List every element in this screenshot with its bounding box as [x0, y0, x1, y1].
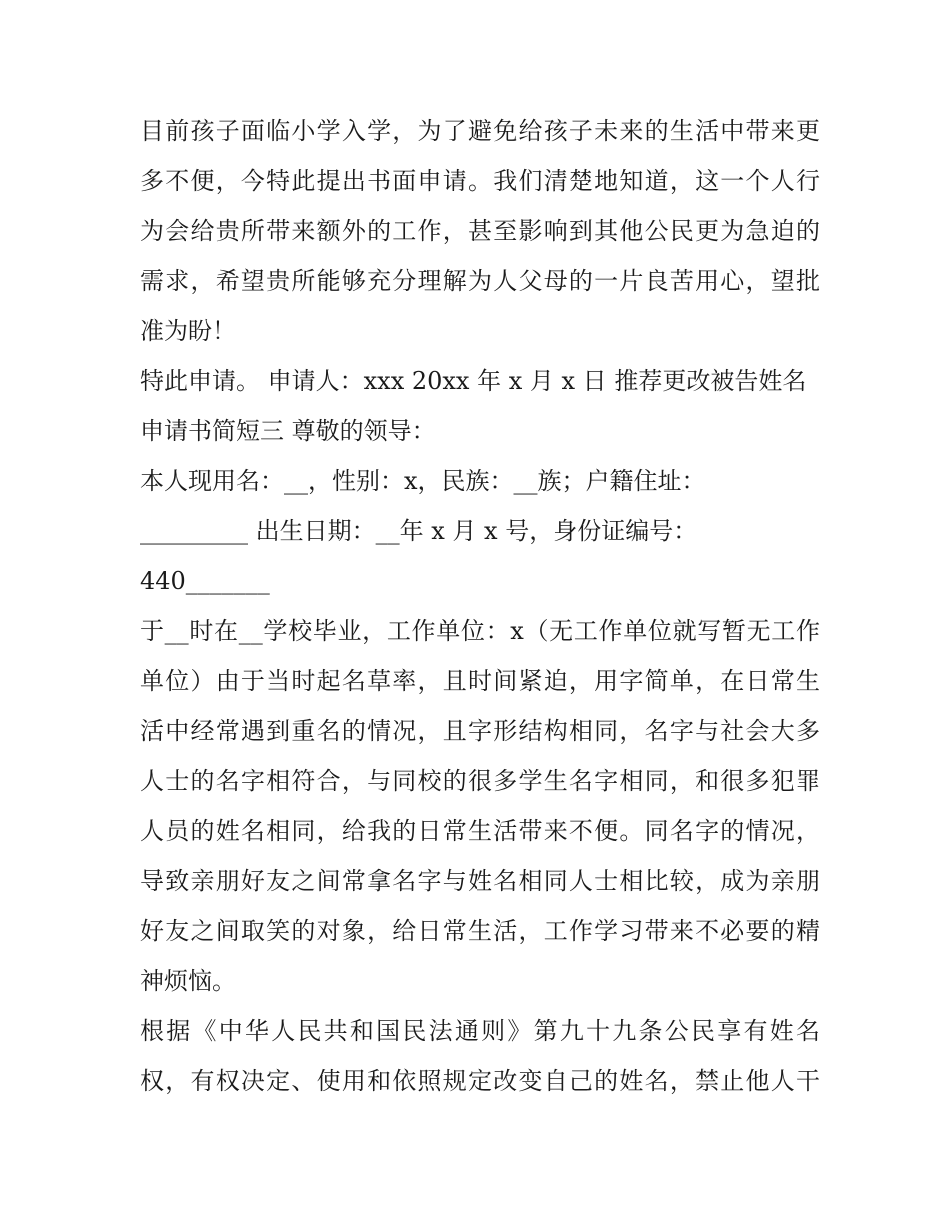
text-line: 本人现用名：__，性别：x，民族：__族；户籍住址：	[140, 467, 706, 495]
paragraph-personal-info	[140, 456, 820, 606]
paragraph-name-change-reason	[140, 606, 820, 1006]
text-line: 申请书简短三 尊敬的领导：	[140, 417, 436, 445]
text-line: 导致亲朋好友之间常拿名字与姓名相同人士相比较，成为亲朋	[140, 867, 820, 895]
text-line: 准为盼！	[140, 317, 236, 345]
text-line: 神烦恼。	[140, 967, 236, 995]
text-line: 为会给贵所带来额外的工作，甚至影响到其他公民更为急迫的	[140, 217, 820, 245]
text-line: 单位）由于当时起名草率，且时间紧迫，用字简单，在日常生	[140, 667, 820, 695]
text-line: 人士的名字相符合，与同校的很多学生名字相同，和很多犯罪	[140, 767, 820, 795]
paragraph-signature-and-heading	[140, 356, 820, 456]
text-line: 多不便，今特此提出书面申请。我们清楚地知道，这一个人行	[140, 167, 820, 195]
document-body	[140, 106, 820, 1106]
text-line: 需求，希望贵所能够充分理解为人父母的一片良苦用心，望批	[140, 267, 820, 295]
text-line: 活中经常遇到重名的情况，且字形结构相同，名字与社会大多	[140, 717, 820, 745]
text-line: _________ 出生日期：__年 x 月 x 号，身份证编号：	[140, 517, 698, 545]
text-line: 目前孩子面临小学入学，为了避免给孩子未来的生活中带来更	[140, 117, 820, 145]
text-line: 根据《中华人民共和国民法通则》第九十九条公民享有姓名	[140, 1017, 820, 1045]
text-line: 于__时在__学校毕业，工作单位：x（无工作单位就写暂无工作	[140, 617, 820, 645]
text-line: 人员的姓名相同，给我的日常生活带来不便。同名字的情况，	[140, 817, 820, 845]
text-line: 特此申请。 申请人：xxx 20xx 年 x 月 x 日 推荐更改被告姓名	[140, 367, 807, 395]
paragraph-legal-basis	[140, 1006, 820, 1106]
text-line: 440_______	[140, 567, 270, 595]
paragraph-application-reason	[140, 106, 820, 356]
text-line: 好友之间取笑的对象，给日常生活，工作学习带来不必要的精	[140, 917, 820, 945]
text-line: 权，有权决定、使用和依照规定改变自己的姓名，禁止他人干	[140, 1067, 820, 1095]
